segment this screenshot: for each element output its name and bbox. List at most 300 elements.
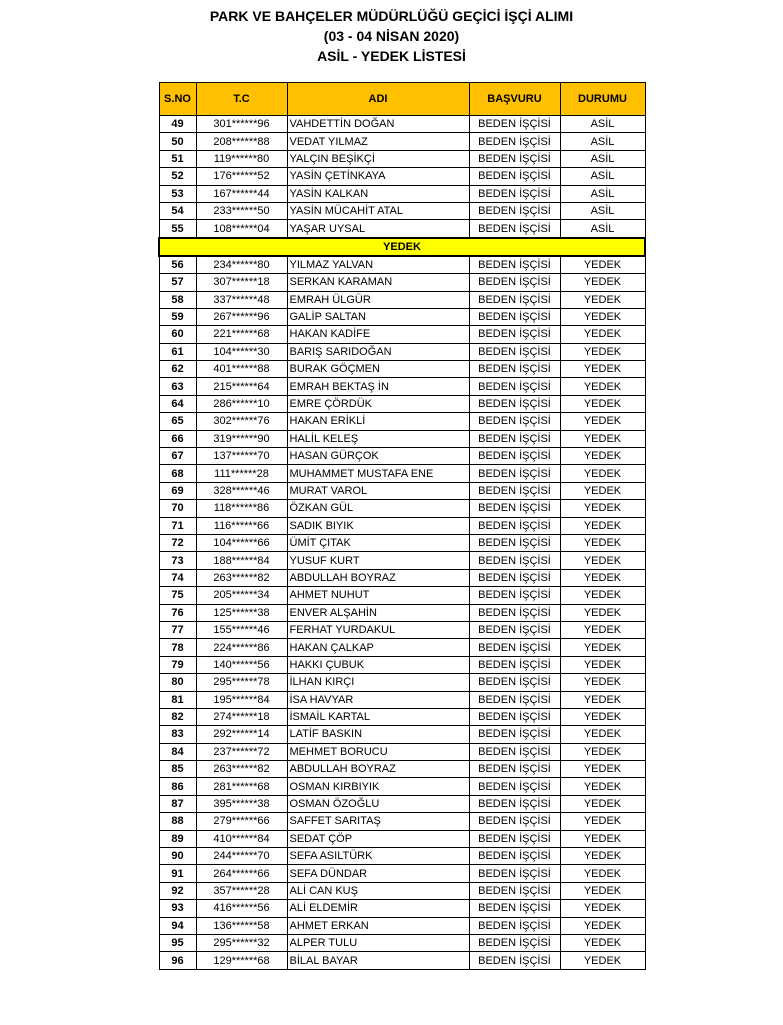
row-name: ENVER ALŞAHİN [287, 604, 469, 621]
row-status: ASİL [560, 133, 645, 150]
row-name: HAKAN ERİKLİ [287, 413, 469, 430]
table-row [159, 691, 645, 708]
table-row [159, 202, 645, 219]
row-sno: 54 [159, 202, 196, 219]
row-name: ALİ CAN KUŞ [287, 882, 469, 899]
section-label: YEDEK [159, 238, 645, 256]
row-name: FERHAT YURDAKUL [287, 621, 469, 638]
row-name: OSMAN ÖZOĞLU [287, 795, 469, 812]
row-status: ASİL [560, 168, 645, 185]
row-sno: 60 [159, 326, 196, 343]
row-tc: 301******96 [196, 116, 287, 133]
table-row [159, 934, 645, 951]
row-sno: 81 [159, 691, 196, 708]
table-row [159, 274, 645, 291]
row-tc: 395******38 [196, 795, 287, 812]
table-row [159, 778, 645, 795]
row-sno: 91 [159, 865, 196, 882]
row-tc: 244******70 [196, 848, 287, 865]
row-sno: 67 [159, 448, 196, 465]
row-status: YEDEK [560, 587, 645, 604]
row-tc: 221******68 [196, 326, 287, 343]
row-name: SERKAN KARAMAN [287, 274, 469, 291]
row-name: SEFA ASILTÜRK [287, 848, 469, 865]
row-tc: 274******18 [196, 708, 287, 725]
table-row [159, 413, 645, 430]
row-sno: 66 [159, 430, 196, 447]
row-sno: 75 [159, 587, 196, 604]
row-application: BEDEN İŞÇİSİ [469, 726, 560, 743]
row-application: BEDEN İŞÇİSİ [469, 952, 560, 969]
row-tc: 125******38 [196, 604, 287, 621]
table-row [159, 291, 645, 308]
row-tc: 137******70 [196, 448, 287, 465]
row-sno: 50 [159, 133, 196, 150]
row-application: BEDEN İŞÇİSİ [469, 150, 560, 167]
row-tc: 205******34 [196, 587, 287, 604]
row-status: YEDEK [560, 343, 645, 360]
row-sno: 73 [159, 552, 196, 569]
row-status: YEDEK [560, 708, 645, 725]
row-sno: 49 [159, 116, 196, 133]
row-application: BEDEN İŞÇİSİ [469, 378, 560, 395]
row-tc: 104******30 [196, 343, 287, 360]
table-row [159, 326, 645, 343]
header-row [159, 83, 645, 116]
row-sno: 90 [159, 848, 196, 865]
row-name: BİLAL BAYAR [287, 952, 469, 969]
table-row [159, 621, 645, 638]
row-name: EMRE ÇÖRDÜK [287, 395, 469, 412]
header-application: BAŞVURU [469, 83, 560, 116]
row-tc: 136******58 [196, 917, 287, 934]
row-tc: 264******66 [196, 865, 287, 882]
row-sno: 76 [159, 604, 196, 621]
row-status: YEDEK [560, 448, 645, 465]
row-name: AHMET ERKAN [287, 917, 469, 934]
row-tc: 234******80 [196, 256, 287, 274]
row-sno: 64 [159, 395, 196, 412]
row-name: VEDAT YILMAZ [287, 133, 469, 150]
row-status: YEDEK [560, 726, 645, 743]
row-sno: 86 [159, 778, 196, 795]
table-row [159, 395, 645, 412]
title-line-3: ASİL - YEDEK LİSTESİ [317, 48, 466, 64]
row-application: BEDEN İŞÇİSİ [469, 795, 560, 812]
row-tc: 357******28 [196, 882, 287, 899]
row-status: YEDEK [560, 830, 645, 847]
table-row [159, 256, 645, 274]
row-name: HALİL KELEŞ [287, 430, 469, 447]
row-application: BEDEN İŞÇİSİ [469, 168, 560, 185]
row-status: YEDEK [560, 952, 645, 969]
row-status: YEDEK [560, 691, 645, 708]
row-tc: 155******46 [196, 621, 287, 638]
row-application: BEDEN İŞÇİSİ [469, 133, 560, 150]
row-sno: 63 [159, 378, 196, 395]
row-application: BEDEN İŞÇİSİ [469, 691, 560, 708]
row-application: BEDEN İŞÇİSİ [469, 900, 560, 917]
row-application: BEDEN İŞÇİSİ [469, 848, 560, 865]
row-application: BEDEN İŞÇİSİ [469, 202, 560, 219]
row-application: BEDEN İŞÇİSİ [469, 743, 560, 760]
row-sno: 87 [159, 795, 196, 812]
header-sno: S.NO [159, 83, 196, 116]
row-application: BEDEN İŞÇİSİ [469, 778, 560, 795]
row-sno: 89 [159, 830, 196, 847]
row-sno: 52 [159, 168, 196, 185]
row-name: HAKKI ÇUBUK [287, 656, 469, 673]
row-name: YILMAZ YALVAN [287, 256, 469, 274]
row-status: YEDEK [560, 482, 645, 499]
row-name: YUSUF KURT [287, 552, 469, 569]
row-status: YEDEK [560, 569, 645, 586]
table-row [159, 587, 645, 604]
row-name: SEFA DÜNDAR [287, 865, 469, 882]
row-application: BEDEN İŞÇİSİ [469, 291, 560, 308]
header-name: ADI [287, 83, 469, 116]
row-name: HAKAN KADİFE [287, 326, 469, 343]
row-status: YEDEK [560, 639, 645, 656]
row-status: YEDEK [560, 430, 645, 447]
row-tc: 263******82 [196, 569, 287, 586]
row-status: YEDEK [560, 813, 645, 830]
row-sno: 96 [159, 952, 196, 969]
row-status: YEDEK [560, 361, 645, 378]
table-row [159, 674, 645, 691]
row-sno: 55 [159, 220, 196, 238]
row-name: MEHMET BORUCU [287, 743, 469, 760]
header-tc: T.C [196, 83, 287, 116]
row-status: YEDEK [560, 256, 645, 274]
row-status: YEDEK [560, 882, 645, 899]
row-name: SAFFET SARITAŞ [287, 813, 469, 830]
table-row [159, 500, 645, 517]
row-application: BEDEN İŞÇİSİ [469, 604, 560, 621]
row-application: BEDEN İŞÇİSİ [469, 882, 560, 899]
row-application: BEDEN İŞÇİSİ [469, 569, 560, 586]
row-name: İLHAN KIRÇI [287, 674, 469, 691]
table-row [159, 761, 645, 778]
row-application: BEDEN İŞÇİSİ [469, 917, 560, 934]
row-status: YEDEK [560, 413, 645, 430]
row-application: BEDEN İŞÇİSİ [469, 934, 560, 951]
row-application: BEDEN İŞÇİSİ [469, 656, 560, 673]
row-tc: 267******96 [196, 308, 287, 325]
row-tc: 140******56 [196, 656, 287, 673]
row-sno: 59 [159, 308, 196, 325]
row-status: YEDEK [560, 465, 645, 482]
table-body [159, 116, 645, 970]
row-name: EMRAH BEKTAŞ İN [287, 378, 469, 395]
row-tc: 108******04 [196, 220, 287, 238]
row-status: YEDEK [560, 534, 645, 551]
row-status: YEDEK [560, 604, 645, 621]
row-sno: 70 [159, 500, 196, 517]
row-name: HAKAN ÇALKAP [287, 639, 469, 656]
row-sno: 51 [159, 150, 196, 167]
row-application: BEDEN İŞÇİSİ [469, 517, 560, 534]
table-row [159, 482, 645, 499]
row-application: BEDEN İŞÇİSİ [469, 448, 560, 465]
row-name: SEDAT ÇÖP [287, 830, 469, 847]
table-row [159, 900, 645, 917]
row-status: ASİL [560, 116, 645, 133]
row-name: SADIK BIYIK [287, 517, 469, 534]
row-tc: 116******66 [196, 517, 287, 534]
row-sno: 77 [159, 621, 196, 638]
row-tc: 119******80 [196, 150, 287, 167]
row-application: BEDEN İŞÇİSİ [469, 465, 560, 482]
section-row-yedek [159, 238, 645, 256]
row-tc: 237******72 [196, 743, 287, 760]
row-name: ABDULLAH BOYRAZ [287, 569, 469, 586]
row-status: YEDEK [560, 517, 645, 534]
row-tc: 208******88 [196, 133, 287, 150]
row-sno: 68 [159, 465, 196, 482]
row-status: YEDEK [560, 900, 645, 917]
row-sno: 69 [159, 482, 196, 499]
title-line-1: PARK VE BAHÇELER MÜDÜRLÜĞÜ GEÇİCİ İŞÇİ ALIMI [209, 8, 574, 24]
table-row [159, 865, 645, 882]
table-row [159, 220, 645, 238]
row-status: YEDEK [560, 621, 645, 638]
row-sno: 78 [159, 639, 196, 656]
row-name: ÖZKAN GÜL [287, 500, 469, 517]
row-status: YEDEK [560, 395, 645, 412]
candidate-table [158, 82, 646, 970]
document-title [0, 6, 783, 66]
row-application: BEDEN İŞÇİSİ [469, 865, 560, 882]
table-row [159, 656, 645, 673]
row-sno: 65 [159, 413, 196, 430]
row-status: YEDEK [560, 778, 645, 795]
row-application: BEDEN İŞÇİSİ [469, 587, 560, 604]
row-sno: 74 [159, 569, 196, 586]
row-sno: 62 [159, 361, 196, 378]
table-row [159, 185, 645, 202]
row-sno: 85 [159, 761, 196, 778]
row-sno: 58 [159, 291, 196, 308]
row-status: ASİL [560, 185, 645, 202]
table-row [159, 708, 645, 725]
row-application: BEDEN İŞÇİSİ [469, 308, 560, 325]
row-status: YEDEK [560, 795, 645, 812]
row-name: YASİN ÇETİNKAYA [287, 168, 469, 185]
row-tc: 319******90 [196, 430, 287, 447]
row-status: YEDEK [560, 500, 645, 517]
row-tc: 401******88 [196, 361, 287, 378]
row-name: AHMET NUHUT [287, 587, 469, 604]
row-status: YEDEK [560, 378, 645, 395]
table-row [159, 308, 645, 325]
row-status: ASİL [560, 220, 645, 238]
row-status: YEDEK [560, 674, 645, 691]
table-row [159, 534, 645, 551]
row-application: BEDEN İŞÇİSİ [469, 413, 560, 430]
row-name: ALİ ELDEMİR [287, 900, 469, 917]
row-sno: 79 [159, 656, 196, 673]
row-tc: 176******52 [196, 168, 287, 185]
row-application: BEDEN İŞÇİSİ [469, 185, 560, 202]
row-application: BEDEN İŞÇİSİ [469, 116, 560, 133]
row-sno: 56 [159, 256, 196, 274]
row-sno: 80 [159, 674, 196, 691]
row-sno: 61 [159, 343, 196, 360]
row-name: ALPER TULU [287, 934, 469, 951]
row-tc: 292******14 [196, 726, 287, 743]
table-row [159, 430, 645, 447]
row-status: ASİL [560, 202, 645, 219]
row-application: BEDEN İŞÇİSİ [469, 813, 560, 830]
row-application: BEDEN İŞÇİSİ [469, 761, 560, 778]
row-name: BURAK GÖÇMEN [287, 361, 469, 378]
table-row [159, 465, 645, 482]
row-tc: 279******66 [196, 813, 287, 830]
row-application: BEDEN İŞÇİSİ [469, 256, 560, 274]
table-row [159, 150, 645, 167]
row-sno: 92 [159, 882, 196, 899]
row-sno: 82 [159, 708, 196, 725]
table-row [159, 639, 645, 656]
table-row [159, 517, 645, 534]
table-row [159, 569, 645, 586]
row-tc: 328******46 [196, 482, 287, 499]
table-row [159, 743, 645, 760]
row-tc: 104******66 [196, 534, 287, 551]
row-tc: 224******86 [196, 639, 287, 656]
row-status: YEDEK [560, 917, 645, 934]
row-application: BEDEN İŞÇİSİ [469, 343, 560, 360]
table-row [159, 343, 645, 360]
header-status: DURUMU [560, 83, 645, 116]
row-tc: 295******78 [196, 674, 287, 691]
row-name: ÜMİT ÇITAK [287, 534, 469, 551]
row-name: OSMAN KIRBIYIK [287, 778, 469, 795]
row-tc: 233******50 [196, 202, 287, 219]
row-sno: 84 [159, 743, 196, 760]
row-sno: 71 [159, 517, 196, 534]
row-name: İSA HAVYAR [287, 691, 469, 708]
table-row [159, 952, 645, 969]
row-name: YASİN KALKAN [287, 185, 469, 202]
row-name: YALÇIN BEŞİKÇİ [287, 150, 469, 167]
table-row [159, 830, 645, 847]
row-sno: 53 [159, 185, 196, 202]
row-application: BEDEN İŞÇİSİ [469, 274, 560, 291]
row-sno: 72 [159, 534, 196, 551]
row-status: YEDEK [560, 865, 645, 882]
row-status: YEDEK [560, 291, 645, 308]
table-row [159, 848, 645, 865]
row-name: VAHDETTİN DOĞAN [287, 116, 469, 133]
table-row [159, 361, 645, 378]
row-name: EMRAH ÜLGÜR [287, 291, 469, 308]
table-row [159, 168, 645, 185]
row-status: YEDEK [560, 761, 645, 778]
row-status: YEDEK [560, 552, 645, 569]
table-header [159, 83, 645, 116]
table-row [159, 448, 645, 465]
row-application: BEDEN İŞÇİSİ [469, 534, 560, 551]
row-tc: 215******64 [196, 378, 287, 395]
table-row [159, 552, 645, 569]
row-name: MURAT VAROL [287, 482, 469, 499]
row-application: BEDEN İŞÇİSİ [469, 430, 560, 447]
row-tc: 286******10 [196, 395, 287, 412]
row-tc: 263******82 [196, 761, 287, 778]
row-status: YEDEK [560, 848, 645, 865]
row-tc: 111******28 [196, 465, 287, 482]
row-sno: 57 [159, 274, 196, 291]
row-name: İSMAİL KARTAL [287, 708, 469, 725]
row-tc: 295******32 [196, 934, 287, 951]
table-row [159, 604, 645, 621]
row-status: ASİL [560, 150, 645, 167]
row-name: GALİP SALTAN [287, 308, 469, 325]
row-application: BEDEN İŞÇİSİ [469, 621, 560, 638]
table-row [159, 917, 645, 934]
row-tc: 195******84 [196, 691, 287, 708]
row-name: ABDULLAH BOYRAZ [287, 761, 469, 778]
row-tc: 118******86 [196, 500, 287, 517]
row-tc: 167******44 [196, 185, 287, 202]
row-sno: 94 [159, 917, 196, 934]
row-application: BEDEN İŞÇİSİ [469, 674, 560, 691]
row-name: LATİF BASKIN [287, 726, 469, 743]
row-sno: 93 [159, 900, 196, 917]
row-sno: 88 [159, 813, 196, 830]
row-application: BEDEN İŞÇİSİ [469, 552, 560, 569]
row-application: BEDEN İŞÇİSİ [469, 220, 560, 238]
row-application: BEDEN İŞÇİSİ [469, 639, 560, 656]
row-status: YEDEK [560, 308, 645, 325]
row-status: YEDEK [560, 743, 645, 760]
row-tc: 281******68 [196, 778, 287, 795]
table-row [159, 378, 645, 395]
table-row [159, 133, 645, 150]
table-row [159, 813, 645, 830]
row-tc: 410******84 [196, 830, 287, 847]
row-name: MUHAMMET MUSTAFA ENE [287, 465, 469, 482]
row-application: BEDEN İŞÇİSİ [469, 708, 560, 725]
row-tc: 129******68 [196, 952, 287, 969]
table-row [159, 116, 645, 133]
title-line-2: (03 - 04 NİSAN 2020) [323, 28, 460, 44]
row-tc: 416******56 [196, 900, 287, 917]
row-status: YEDEK [560, 274, 645, 291]
row-name: HASAN GÜRÇOK [287, 448, 469, 465]
row-application: BEDEN İŞÇİSİ [469, 830, 560, 847]
row-status: YEDEK [560, 934, 645, 951]
row-tc: 307******18 [196, 274, 287, 291]
row-status: YEDEK [560, 326, 645, 343]
row-name: YAŞAR UYSAL [287, 220, 469, 238]
row-tc: 337******48 [196, 291, 287, 308]
row-application: BEDEN İŞÇİSİ [469, 482, 560, 499]
table-row [159, 726, 645, 743]
row-sno: 83 [159, 726, 196, 743]
table-row [159, 795, 645, 812]
row-status: YEDEK [560, 656, 645, 673]
row-application: BEDEN İŞÇİSİ [469, 361, 560, 378]
row-tc: 302******76 [196, 413, 287, 430]
row-application: BEDEN İŞÇİSİ [469, 500, 560, 517]
row-name: BARIŞ SARIDOĞAN [287, 343, 469, 360]
row-tc: 188******84 [196, 552, 287, 569]
row-application: BEDEN İŞÇİSİ [469, 395, 560, 412]
table-row [159, 882, 645, 899]
